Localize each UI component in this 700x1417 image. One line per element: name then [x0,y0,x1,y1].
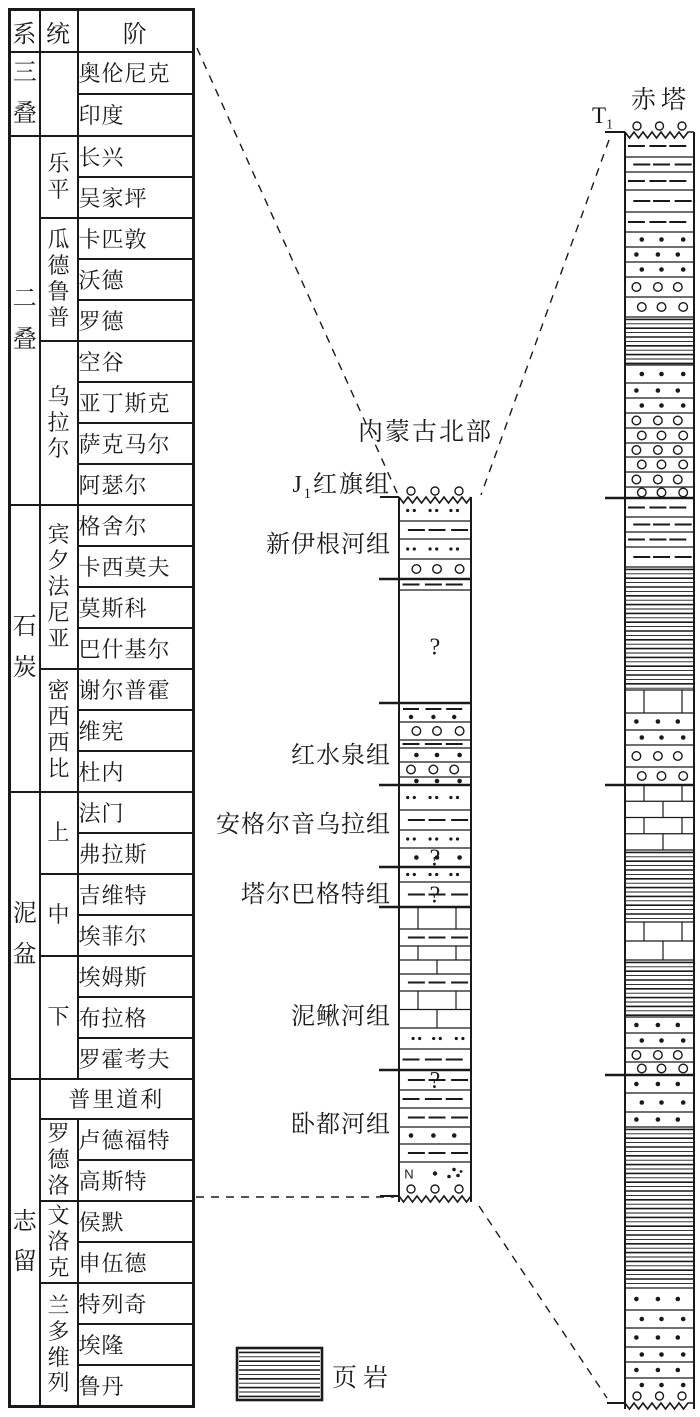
series-cell: 密 西 西 比 [40,669,78,792]
stage-cell: 鲁丹 [78,1365,194,1407]
svg-text:?: ? [429,634,441,661]
stage-cell: 罗霍考夫 [78,1038,194,1079]
right-column-title: 赤塔 [631,87,692,114]
stage-cell: 埃隆 [78,1324,194,1365]
mid-top-formation-label [292,464,391,503]
mid-top-formation-prefix: J [292,472,304,498]
system-cell: 三 叠 [10,52,40,136]
svg-text:?: ? [429,882,441,909]
series-cell: 兰 多 维 列 [40,1283,78,1407]
system-cell: 泥 盆 [10,792,40,1079]
system-cell: 志 留 [10,1079,40,1407]
formation-label: 新伊根河组 [266,532,391,558]
column-header-1: 统 [40,10,78,53]
svg-text:?: ? [429,845,441,872]
stage-cell: 法门 [78,792,194,833]
stage-cell: 卡西莫夫 [78,546,194,587]
system-cell: 石 炭 [10,505,40,792]
formation-label: 安格尔音乌拉组 [216,812,391,838]
series-cell: 宾 夕 法 尼 亚 [40,505,78,669]
series-cell: 乐 平 [40,136,78,218]
column-header-2: 阶 [78,10,194,53]
stage-cell: 杜内 [78,751,194,792]
stage-cell: 吉维特 [78,874,194,915]
stage-cell: 沃德 [78,259,194,300]
chronostratigraphy-table [8,8,195,1408]
column-header-0: 系 [10,10,40,53]
correlation-dashed-lines [196,48,609,1398]
stage-cell: 卢德福特 [78,1119,194,1160]
series-cell: 文 洛 克 [40,1201,78,1283]
series-cell: 上 [40,792,78,874]
stage-cell: 维宪 [78,710,194,751]
stage-cell: 印度 [78,94,194,136]
stage-cell: 格舍尔 [78,505,194,546]
stage-cell: 罗德 [78,300,194,341]
stage-cell: 布拉格 [78,997,194,1038]
mid-top-formation-subscript: 1 [303,485,313,502]
svg-text:N: N [404,1166,414,1182]
right-column-top-label [592,103,613,133]
stage-cell: 长兴 [78,136,194,177]
t1-letter: T [592,103,607,128]
series-cell-merged: 普里道利 [40,1079,194,1119]
stage-cell: 侯默 [78,1201,194,1242]
stage-cell: 特列奇 [78,1283,194,1324]
stage-cell: 奥伦尼克 [78,52,194,94]
stage-cell: 弗拉斯 [78,833,194,874]
series-cell: 乌 拉 尔 [40,341,78,505]
series-cell [40,52,78,136]
formation-label: 卧都河组 [291,1112,391,1138]
t1-subscript: 1 [606,116,613,132]
region-label: 内蒙古北部 [358,419,494,446]
stage-cell: 巴什基尔 [78,628,194,669]
stage-cell: 谢尔普霍 [78,669,194,710]
legend-shale-label: 页岩 [332,1365,395,1392]
stage-cell: 申伍德 [78,1242,194,1283]
stage-cell: 埃姆斯 [78,956,194,997]
svg-text:?: ? [429,1068,441,1094]
stage-cell: 莫斯科 [78,587,194,628]
system-cell: 二 叠 [10,136,40,505]
stage-cell: 卡匹敦 [78,218,194,259]
stage-cell: 萨克马尔 [78,423,194,464]
series-cell: 罗 德 洛 [40,1119,78,1201]
series-cell: 中 [40,874,78,956]
formation-label: 红水泉组 [291,743,391,769]
stage-cell: 埃菲尔 [78,915,194,956]
stage-cell: 高斯特 [78,1160,194,1201]
series-cell: 下 [40,956,78,1079]
mid-top-formation-name: 红旗组 [313,472,391,498]
stage-cell: 吴家坪 [78,177,194,218]
stage-cell: 亚丁斯克 [78,382,194,423]
stage-cell: 空谷 [78,341,194,382]
stage-cell: 阿瑟尔 [78,464,194,505]
formation-label: 泥鳅河组 [291,1004,391,1030]
formation-label: 塔尔巴格特组 [241,882,391,908]
series-cell: 瓜 德 鲁 普 [40,218,78,341]
